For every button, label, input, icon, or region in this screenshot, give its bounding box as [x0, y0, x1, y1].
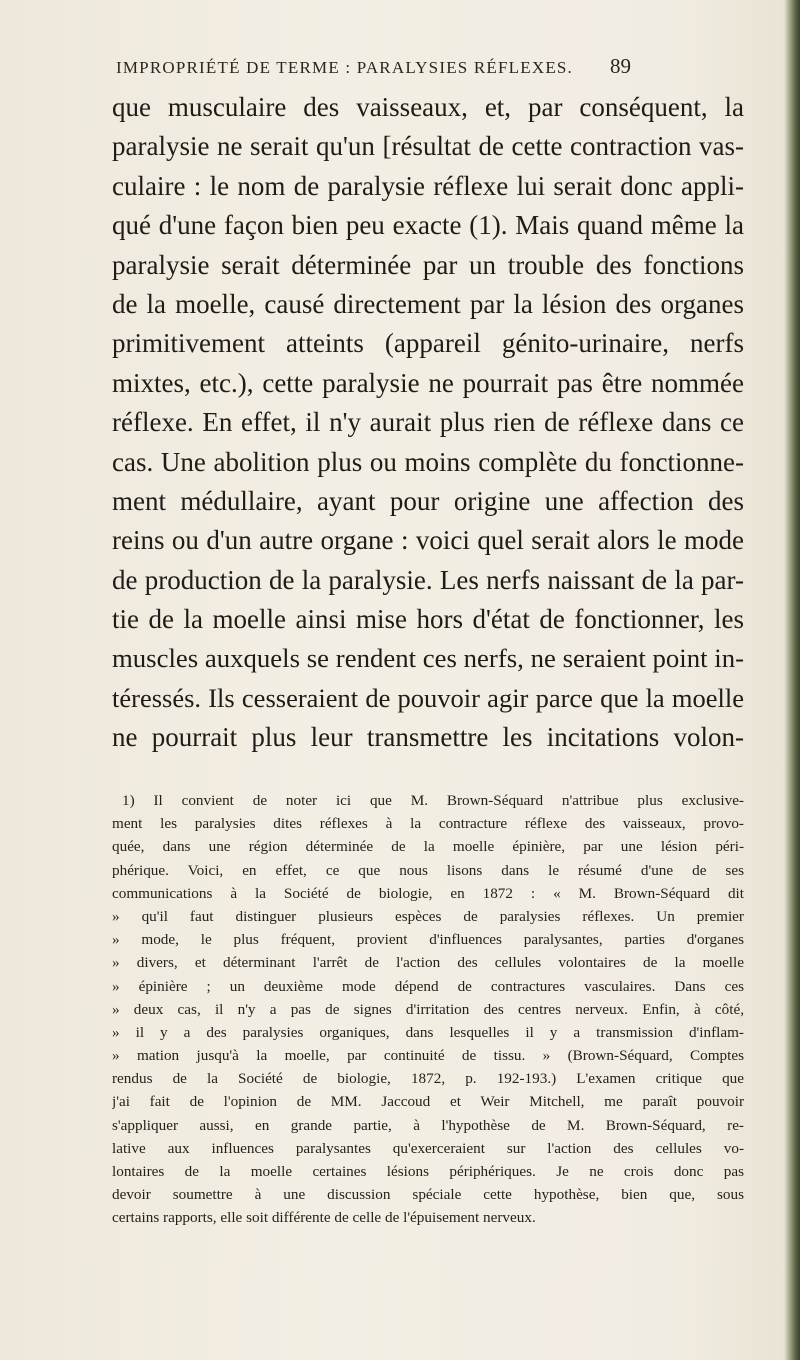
footnote-line: » épinière ; un deuxième mode dépend de contractures vasculaires. Dans ces	[112, 977, 744, 995]
page-number: 89	[610, 54, 631, 78]
footnote-line: » mation jusqu'à la moelle, par continuité de tissu. » (Brown-Séquard, Comptes	[112, 1047, 744, 1065]
text-line: ne pourrait plus leur transmettre les incitations volon-	[112, 722, 744, 753]
footnote-line: phérique. Voici, en effet, ce que nous lisons dans le résumé d'une de ses	[112, 861, 744, 879]
text-line: téressés. Ils cesseraient de pouvoir agir parce que la moelle	[112, 682, 744, 713]
text-line: de production de la paralysie. Les nerfs naissant de la par-	[112, 564, 744, 595]
footnote-line: communications à la Société de biologie, en 1872 : « M. Brown-Séquard dit	[112, 884, 744, 902]
footnote	[112, 789, 744, 1230]
footnote-line: 1) Il convient de noter ici que M. Brown-Séquard n'attribue plus exclusive-	[122, 792, 744, 809]
text-line: muscles auxquels se rendent ces nerfs, ne seraient point in-	[112, 643, 744, 674]
footnote-line: » divers, et déterminant l'arrêt de l'action des cellules volontaires de la moelle	[112, 954, 744, 972]
text-line: que musculaire des vaisseaux, et, par conséquent, la	[112, 92, 744, 122]
footnote-line: lontaires de la moelle certaines lésions périphériques. Je ne crois donc pas	[112, 1163, 744, 1180]
footnote-line: certains rapports, elle soit différente de celle de l'épuisement nerveux.	[112, 1209, 536, 1227]
text-line: culaire : le nom de paralysie réflexe lui serait donc appli-	[112, 170, 744, 201]
text-line: cas. Une abolition plus ou moins complète du fonctionne-	[112, 446, 744, 477]
text-line: reins ou d'un autre organe : voici quel serait alors le mode	[112, 525, 744, 556]
text-line: réflexe. En effet, il n'y aurait plus rien de réflexe dans ce	[112, 407, 744, 438]
text-line: mixtes, etc.), cette paralysie ne pourrait pas être nommée	[112, 367, 744, 398]
footnote-line: quée, dans une région déterminée de la moelle épinière, par une lésion péri-	[112, 838, 744, 856]
text-line: tie de la moelle ainsi mise hors d'état de fonctionner, les	[112, 604, 744, 635]
binding-edge	[784, 0, 800, 1360]
text-line: ment médullaire, ayant pour origine une affection des	[112, 485, 744, 516]
footnote-line: ment les paralysies dites réflexes à la contracture réflexe des vaisseaux, provo-	[112, 815, 744, 833]
footnote-line: s'appliquer aussi, en grande partie, à l'hypothèse de M. Brown-Séquard, re-	[112, 1116, 744, 1134]
text-line: paralysie serait déterminée par un trouble des fonctions	[112, 249, 744, 280]
main-text	[112, 88, 744, 758]
text-line: paralysie ne serait qu'un [résultat de cette contraction vas-	[112, 131, 744, 162]
footnote-line: j'ai fait de l'opinion de MM. Jaccoud et Weir Mitchell, me paraît pouvoir	[112, 1093, 744, 1111]
footnote-line: lative aux influences paralysantes qu'exerceraient sur l'action des cellules vo-	[112, 1139, 744, 1157]
footnote-line: » deux cas, il n'y a pas de signes d'irritation des centres nerveux. Enfin, à côté,	[112, 1000, 744, 1018]
footnote-line: rendus de la Société de biologie, 1872, p. 192-193.) L'examen critique que	[112, 1070, 744, 1088]
footnote-line: » il y a des paralysies organiques, dans lesquelles il y a transmission d'inflam-	[112, 1023, 744, 1041]
footnote-line: » mode, le plus fréquent, provient d'influences paralysantes, parties d'organes	[112, 931, 744, 949]
footnote-line: » qu'il faut distinguer plusieurs espèces de paralysies réflexes. Un premier	[112, 907, 744, 925]
footnote-line: devoir soumettre à une discussion spéciale cette hypothèse, bien que, sous	[112, 1186, 744, 1204]
text-line: qué d'une façon bien peu exacte (1). Mais quand même la	[112, 210, 744, 241]
text-line: de la moelle, causé directement par la lésion des organes	[112, 288, 744, 319]
text-line: primitivement atteints (appareil génito-urinaire, nerfs	[112, 328, 744, 359]
running-head: IMPROPRIÉTÉ DE TERME : PARALYSIES RÉFLEXES.	[116, 58, 574, 77]
